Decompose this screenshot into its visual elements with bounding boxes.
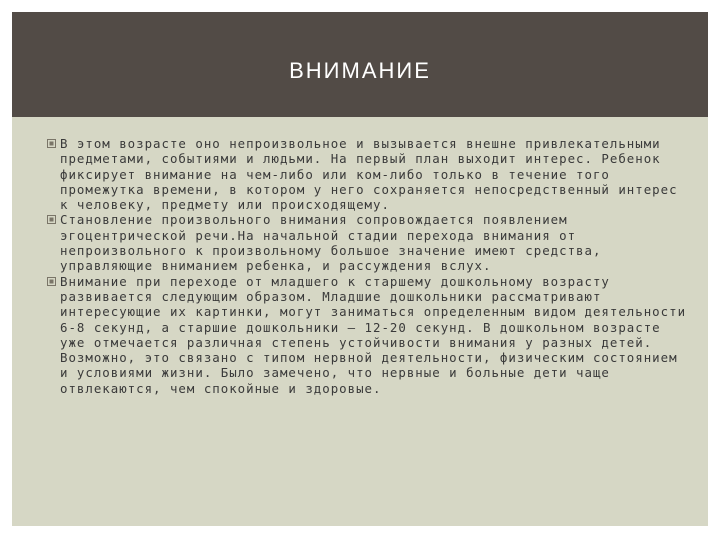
bullet-item [12,274,692,396]
square-bullet-icon [47,139,56,148]
bullet-list [12,136,692,396]
bullet-text: Становление произвольного внимания сопровождается появлением эгоцентрической речи.На начальной стадии перехода внимания от непроизвольного к произвольному большое значение имеют средства, управляющие вниманием ребенка, и рассуждения вслух. [60,212,602,274]
slide-header [12,12,708,117]
bullet-text: В этом возрасте оно непроизвольное и вызывается внешне привлекательными предметами, событиями и людьми. На первый план выходит интерес. Ребенок фиксирует внимание на чем-либо или ком-либо только в течение того промежутка времени, в котором у него сохраняется непосредственный интерес к человеку, предмету или происходящему. [60,136,678,213]
square-bullet-icon [47,215,56,224]
bullet-item [12,212,692,273]
slide [12,12,708,526]
slide-title: ВНИМАНИЕ [289,58,431,83]
square-bullet-icon [47,277,56,286]
bullet-item [12,136,692,212]
bullet-text: Внимание при переходе от младшего к старшему дошкольному возрасту развивается следующим образом. Младшие дошкольники рассматривают интересующие их картинки, могут заниматься определенным видом деятельности 6-8 секунд, а старшие дошкольники – 12-20 секунд. В дошкольном возрасте уже отмечается различная степень устойчивости внимания у разных детей. Возможно, это связано с типом нервной деятельности, физическим состоянием и условиями жизни. Было замечено, что нервные и больные дети чаще отвлекаются, чем спокойные и здоровые. [60,273,687,396]
